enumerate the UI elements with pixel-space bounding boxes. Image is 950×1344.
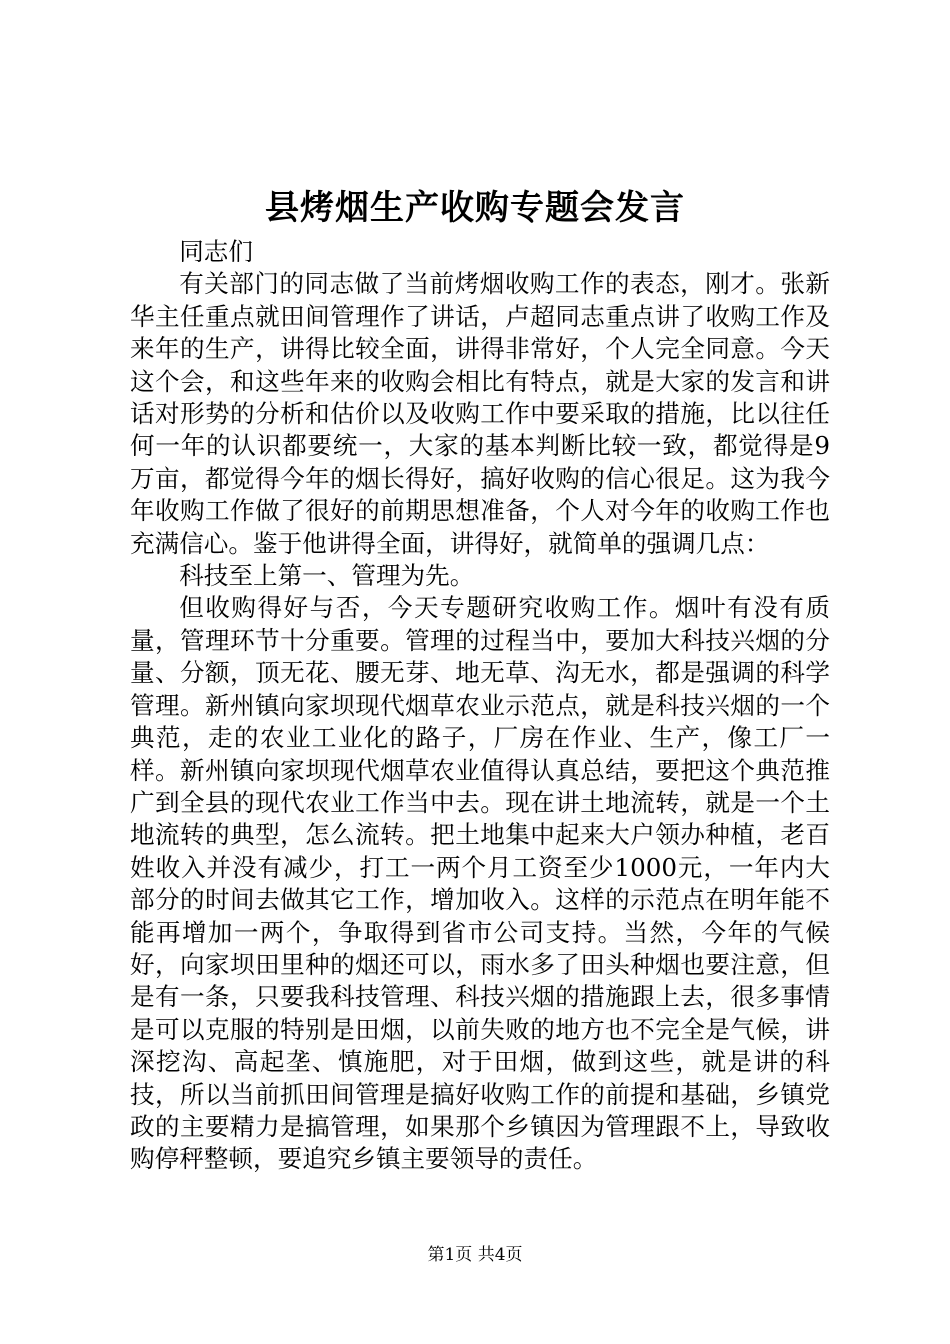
document-title: 县烤烟生产收购专题会发言: [265, 188, 685, 228]
document-body: [130, 236, 830, 1176]
body-paragraph: 有关部门的同志做了当前烤烟收购工作的表态，刚才。张新华主任重点就田间管理作了讲话，卢超同志重点讲了收购工作及来年的生产，讲得比较全面，讲得非常好，个人完全同意。今天这个会，和这些年来的收购会相比有特点，就是大家的发言和讲话对形势的分析和估价以及收购工作中要采取的措施，比以往任何一年的认识都要统一，大家的基本判断比较一致，都觉得是9万亩，都觉得今年的烟长得好，搞好收购的信心很足。这为我今年收购工作做了很好的前期思想准备，个人对今年的收购工作也充满信心。鉴于他讲得全面，讲得好，就简单的强调几点：: [130, 269, 830, 558]
salutation-paragraph: 同志们: [179, 237, 253, 266]
body-paragraph: 但收购得好与否，今天专题研究收购工作。烟叶有没有质量，管理环节十分重要。管理的过程当中，要加大科技兴烟的分量、分额，顶无花、腰无芽、地无草、沟无水，都是强调的科学管理。新州镇向家坝现代烟草农业示范点，就是科技兴烟的一个典范，走的农业工业化的路子，厂房在作业、生产，像工厂一样。新州镇向家坝现代烟草农业值得认真总结，要把这个典范推广到全县的现代农业工作当中去。现在讲土地流转，就是一个土地流转的典型，怎么流转。把土地集中起来大户领办种植，老百姓收入并没有减少，打工一两个月工资至少1000元，一年内大部分的时间去做其它工作，增加收入。这样的示范点在明年能不能再增加一两个，争取得到省市公司支持。当然，今年的气候好，向家坝田里种的烟还可以，雨水多了田头种烟也要注意，但是有一条，只要我科技管理、科技兴烟的措施跟上去，很多事情是可以克服的特别是田烟，以前失败的地方也不完全是气候，讲深挖沟、高起垄、慎施肥，对于田烟，做到这些，就是讲的科技，所以当前抓田间管理是搞好收购工作的前提和基础，乡镇党政的主要精力是搞管理，如果那个乡镇因为管理跟不上，导致收购停秤整顿，要追究乡镇主要领导的责任。: [130, 593, 830, 1174]
page-number-footer: 第1页 共4页: [427, 1245, 523, 1265]
section-heading-paragraph: 科技至上第一、管理为先。: [179, 561, 475, 591]
